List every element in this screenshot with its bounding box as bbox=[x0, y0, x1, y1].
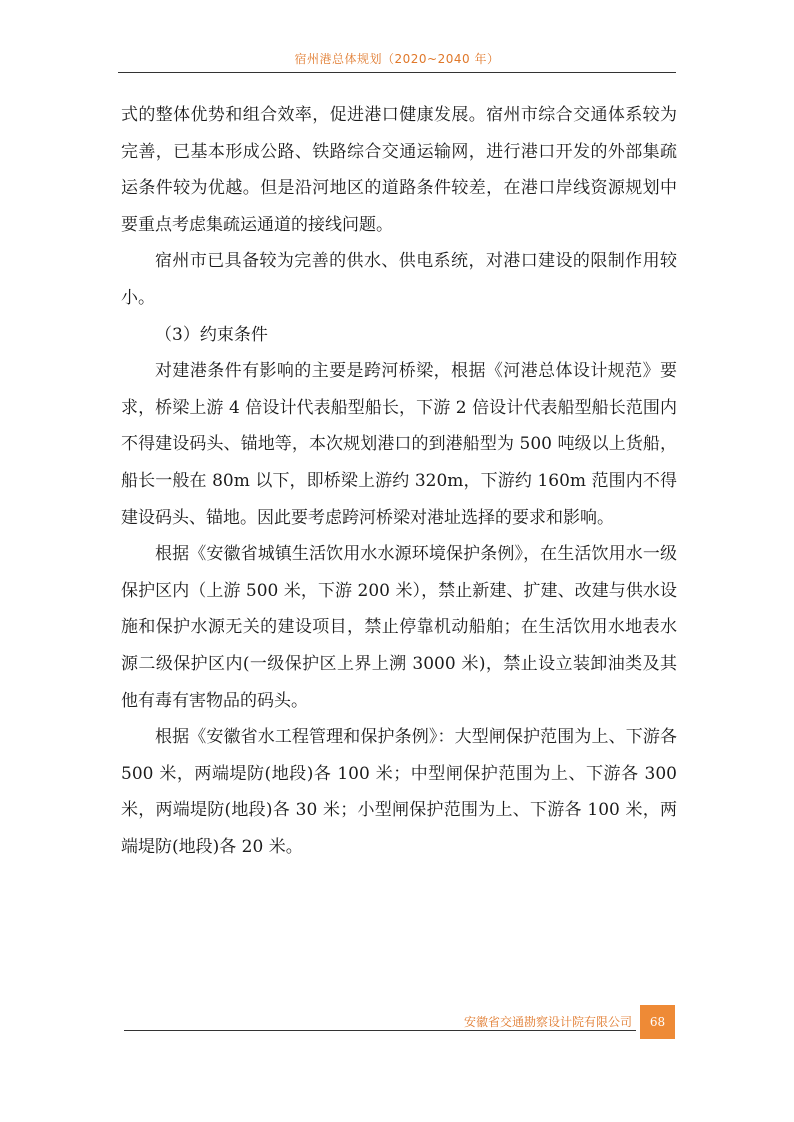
paragraph-water-source-protection: 根据《安徽省城镇生活饮用水水源环境保护条例》，在生活饮用水一级保护区内（上游 500 米，下游 200 米），禁止新建、扩建、改建与供水设施和保护水源无关的建设项目，禁止停靠机动船舶；在生活饮用水地表水源二级保护区内(一级保护区上界上溯 3000 米)，禁止设立装卸油类及其他有毒有害物品的码头。 bbox=[121, 544, 677, 711]
paragraph-water-works-protection: 根据《安徽省水工程管理和保护条例》：大型闸保护范围为上、下游各 500 米，两端堤防(地段)各 100 米；中型闸保护范围为上、下游各 300 米，两端堤防(地段)各 30 米；小型闸保护范围为上、下游各 100 米，两端堤防(地段)各 20 米。 bbox=[121, 727, 677, 857]
section-subheading: （3）约束条件 bbox=[155, 324, 268, 345]
header-divider bbox=[118, 72, 676, 73]
paragraph-bridge-constraints: 对建港条件有影响的主要是跨河桥梁，根据《河港总体设计规范》要求，桥梁上游 4 倍设计代表船型船长，下游 2 倍设计代表船型船长范围内不得建设码头、锚地等，本次规划港口的到港船型为 500 吨级以上货船，船长一般在 80m 以下，即桥梁上游约 320m，下游约 160m 范围内不得建设码头、锚地。因此要考虑跨河桥梁对港址选择的要求和影响。 bbox=[121, 361, 677, 528]
footer-company-name: 安徽省交通勘察设计院有限公司 bbox=[463, 1015, 632, 1029]
document-body bbox=[121, 97, 677, 865]
running-header-title: 宿州港总体规划（2020~2040 年） bbox=[294, 52, 500, 66]
footer-divider bbox=[124, 1030, 636, 1031]
page-number-badge: 68 bbox=[640, 1005, 675, 1039]
paragraph-continuation: 式的整体优势和组合效率，促进港口健康发展。宿州市综合交通体系较为完善，已基本形成公路、铁路综合交通运输网，进行港口开发的外部集疏运条件较为优越。但是沿河地区的道路条件较差，在港口岸线资源规划中要重点考虑集疏运通道的接线问题。 bbox=[121, 105, 677, 235]
paragraph-utilities: 宿州市已具备较为完善的供水、供电系统，对港口建设的限制作用较小。 bbox=[121, 251, 677, 308]
